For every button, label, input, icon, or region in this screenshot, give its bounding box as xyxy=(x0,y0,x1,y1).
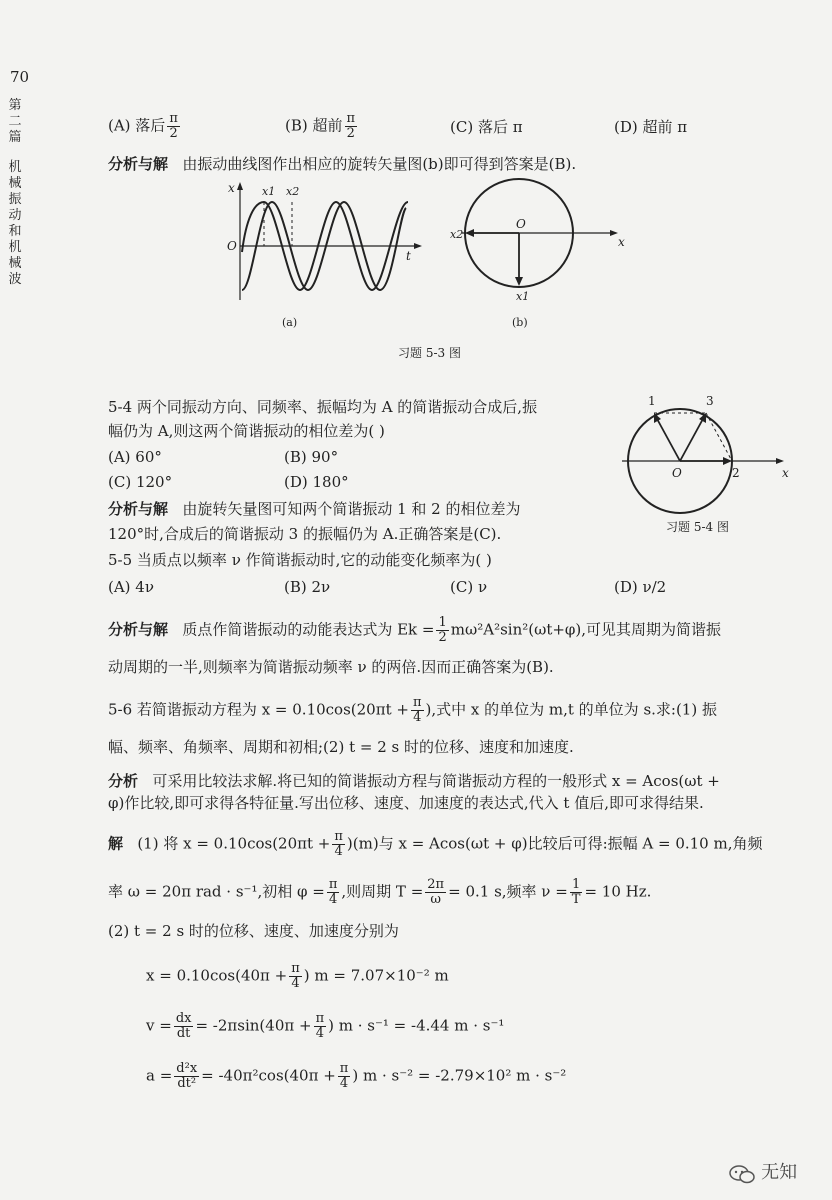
q55-option-c: (C) ν xyxy=(450,578,488,596)
q54-analysis-line1: 分析与解 由旋转矢量图可知两个简谐振动 1 和 2 的相位差为 xyxy=(108,500,521,518)
q56-eq-x: x = 0.10cos(40π + $\frac{\pi}{4}$ ) m = 7.07×10⁻² m xyxy=(146,961,449,991)
wechat-icon xyxy=(728,1163,756,1185)
fig-5-4-label-1: 1 xyxy=(648,394,656,408)
figure-5-4 xyxy=(620,385,800,545)
q56-solution-line3: (2) t = 2 s 时的位移、速度、加速度分别为 xyxy=(108,922,399,940)
q54-option-a: (A) 60° xyxy=(108,448,162,466)
q53-option-b: (B) 超前 $\frac{\pi}{2}$ xyxy=(285,111,356,141)
figure-5-3-caption: 习题 5-3 图 xyxy=(398,346,461,360)
q53-option-d: (D) 超前 π xyxy=(614,118,688,136)
q55-analysis-line2: 动周期的一半,则频率为简谐振动频率 ν 的两倍.因而正确答案为(B). xyxy=(108,658,554,676)
q56-solution-line2: 率 ω = 20π rad · s⁻¹,初相 φ = $\frac{\pi}{4}$ ,则周期 T = $\frac{2\pi}{\omega}$ = 0.1 s,频率 ν = $\frac{1}{T}$ = 10 Hz. xyxy=(108,877,652,907)
q53-option-c: (C) 落后 π xyxy=(450,118,523,136)
fig-a-xlabel: x xyxy=(228,181,235,195)
fig-a-origin: O xyxy=(227,239,237,253)
q54-line2: 幅仍为 A,则这两个简谐振动的相位差为( ) xyxy=(108,422,385,440)
fig-5-4-caption: 习题 5-4 图 xyxy=(666,520,729,534)
fig-b-x2: x2 xyxy=(450,228,464,241)
fig-b-caption: (b) xyxy=(512,316,528,329)
q55-line1: 5-5 当质点以频率 ν 作简谐振动时,它的动能变化频率为( ) xyxy=(108,551,492,569)
watermark xyxy=(728,1158,797,1185)
q56-solution-line1: 解 (1) 将 x = 0.10cos(20πt + $\frac{\pi}{4}$ )(m)与 x = Acos(ωt + φ)比较后可得:振幅 A = 0.10 m,角频 xyxy=(108,829,763,859)
fig-b-origin: O xyxy=(516,217,526,231)
fig-b-xlabel: x xyxy=(618,235,625,249)
q53-analysis: 分析与解 由振动曲线图作出相应的旋转矢量图(b)即可得到答案是(B). xyxy=(108,155,577,173)
watermark-text: 无知 xyxy=(761,1162,798,1183)
page-number: 70 xyxy=(10,68,30,86)
fig-5-4-label-2: 2 xyxy=(732,466,740,480)
q53-option-a: (A) 落后 $\frac{\pi}{2}$ xyxy=(108,111,178,141)
fig-b-x1: x1 xyxy=(516,290,530,303)
q55-analysis-line1: 分析与解 质点作简谐振动的动能表达式为 Ek = $\frac{1}{2}$ mω²A²sin²(ωt+φ),可见其周期为简谐振 xyxy=(108,615,722,645)
q56-eq-a: a = $\frac{\text{d²x}}{\text{dt²}}$ = -40π²cos(40π + $\frac{\pi}{4}$ ) m · s⁻² = -2.79×10² m · s⁻² xyxy=(146,1061,567,1091)
q54-option-c: (C) 120° xyxy=(108,473,173,491)
q55-option-b: (B) 2ν xyxy=(284,578,331,596)
q54-analysis-line2: 120°时,合成后的简谐振动 3 的振幅仍为 A.正确答案是(C). xyxy=(108,525,502,543)
q56-eq-v: v = $\frac{dx}{dt}$ = -2πsin(40π + $\frac{\pi}{4}$ ) m · s⁻¹ = -4.44 m · s⁻¹ xyxy=(146,1011,505,1041)
q55-option-a: (A) 4ν xyxy=(108,578,154,596)
fig-5-4-xlabel: x xyxy=(782,466,789,480)
q56-line1: 5-6 若简谐振动方程为 x = 0.10cos(20πt + $\frac{\pi}{4}$ ),式中 x 的单位为 m,t 的单位为 s.求:(1) 振 xyxy=(108,695,717,725)
q54-option-d: (D) 180° xyxy=(284,473,349,491)
margin-part: 第二篇 xyxy=(8,98,22,145)
q56-analysis-line2: φ)作比较,即可求得各特征量.写出位移、速度、加速度的表达式,代入 t 值后,即可求得结果. xyxy=(108,794,704,812)
fig-5-4-label-3: 3 xyxy=(706,394,714,408)
q56-analysis-line1: 分析 可采用比较法求解.将已知的简谐振动方程与简谐振动方程的一般形式 x = Acos(ωt + xyxy=(108,772,720,790)
fig-a-tlabel: t xyxy=(406,249,411,263)
fig-a-x2: x2 xyxy=(286,185,300,198)
q54-option-b: (B) 90° xyxy=(284,448,339,466)
q55-option-d: (D) ν/2 xyxy=(614,578,667,596)
figure-5-3a xyxy=(220,180,430,330)
margin-title: 机械振动和机械波 xyxy=(8,160,22,287)
fig-a-x1: x1 xyxy=(262,185,276,198)
q54-line1: 5-4 两个同振动方向、同频率、振幅均为 A 的简谐振动合成后,振 xyxy=(108,398,538,416)
fig-5-4-origin: O xyxy=(672,466,682,480)
q56-line2: 幅、频率、角频率、周期和初相;(2) t = 2 s 时的位移、速度和加速度. xyxy=(108,738,574,756)
fig-a-caption: (a) xyxy=(282,316,298,329)
figure-5-3b xyxy=(446,178,646,338)
